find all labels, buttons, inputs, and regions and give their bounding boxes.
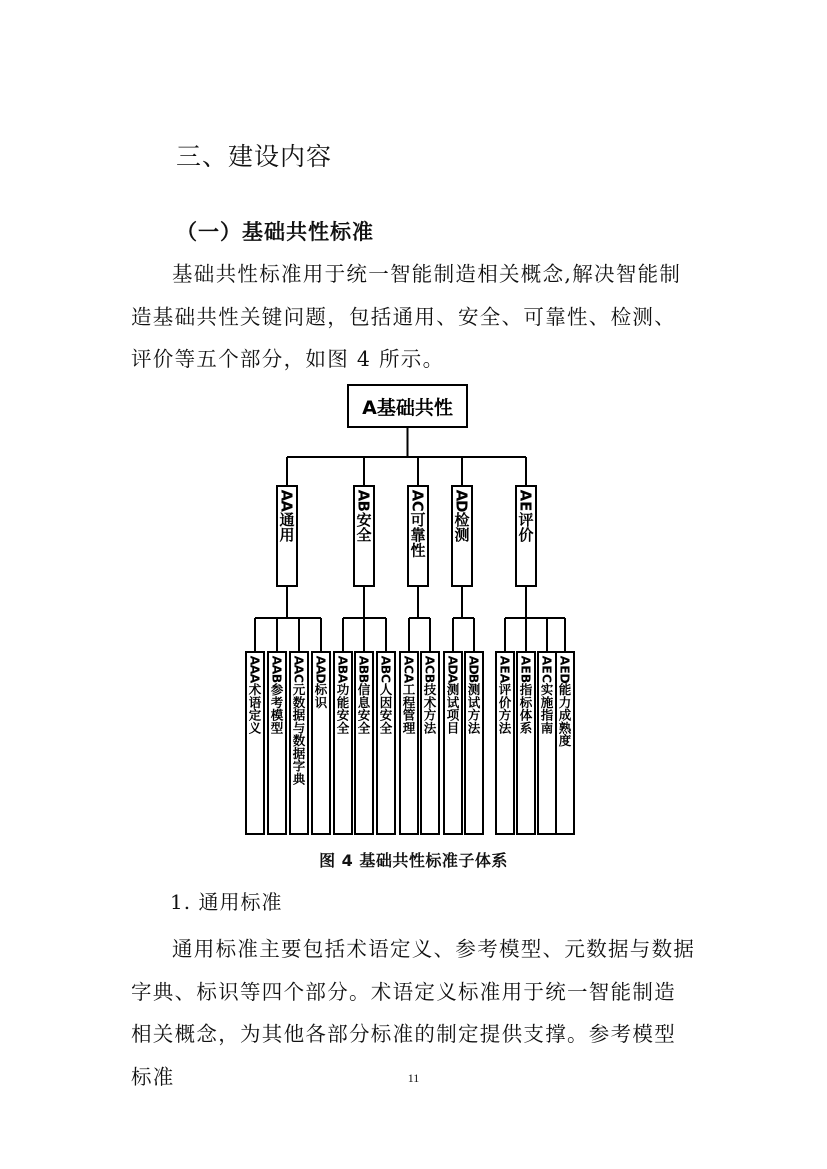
svg-text:B: B: [422, 673, 438, 684]
svg-text:B: B: [269, 673, 285, 684]
svg-text:评: 评: [518, 510, 534, 529]
svg-text:通: 通: [279, 510, 295, 529]
svg-text:C: C: [539, 673, 555, 684]
leaf-node-label: [446, 656, 461, 736]
leaf-node-label: [423, 656, 438, 736]
svg-text:方: 方: [498, 707, 512, 723]
svg-text:E: E: [539, 665, 555, 674]
svg-text:能: 能: [558, 682, 572, 697]
svg-text:C: C: [378, 673, 394, 684]
svg-text:A: A: [313, 664, 329, 675]
leaf-node-label: [357, 656, 372, 736]
svg-text:能: 能: [336, 694, 350, 710]
svg-text:术: 术: [248, 682, 262, 697]
svg-text:全: 全: [336, 720, 350, 736]
svg-text:技: 技: [423, 682, 437, 697]
svg-text:据: 据: [292, 707, 306, 723]
svg-text:试: 试: [467, 694, 481, 710]
svg-text:系: 系: [519, 720, 533, 736]
svg-text:E: E: [518, 665, 534, 674]
svg-text:典: 典: [292, 771, 306, 787]
group-node-label: [278, 490, 296, 545]
svg-text:A: A: [539, 655, 555, 666]
leaf-node-label: [379, 656, 394, 736]
subsection-title: （一）基础共性标准: [176, 220, 374, 244]
svg-text:A: A: [291, 655, 307, 666]
leaf-node-label: [336, 656, 351, 736]
svg-text:A: A: [335, 673, 351, 684]
svg-text:D: D: [557, 673, 573, 684]
leaf-node-label: [540, 656, 555, 736]
svg-text:法: 法: [423, 720, 437, 736]
leaf-node-label: [558, 656, 573, 748]
svg-text:人: 人: [379, 682, 393, 697]
svg-text:术: 术: [423, 694, 437, 710]
leaf-node-label: [498, 656, 513, 736]
leaf-node-label: [519, 656, 534, 736]
svg-text:安: 安: [379, 707, 393, 723]
svg-text:价: 价: [498, 694, 512, 710]
leaf-node-label: [314, 656, 329, 710]
group-node-label: [453, 490, 471, 545]
svg-text:价: 价: [518, 526, 534, 545]
svg-text:A: A: [277, 500, 296, 513]
svg-text:测: 测: [454, 526, 470, 545]
svg-text:A: A: [247, 673, 263, 684]
svg-text:评: 评: [498, 682, 512, 697]
svg-text:A: A: [518, 655, 534, 666]
svg-text:工: 工: [402, 682, 416, 697]
intro-paragraph: 基础共性标准用于统一智能制造相关概念,解决智能制造基础共性关键问题，包括通用、安全、可靠性、检测、评价等五个部分，如图 4 所示。: [131, 262, 682, 371]
leaf-node-label: [402, 656, 417, 736]
svg-text:力: 力: [558, 694, 572, 710]
svg-text:信: 信: [357, 682, 371, 697]
svg-text:A: A: [247, 664, 263, 675]
svg-text:A: A: [497, 655, 513, 666]
svg-text:试: 试: [446, 694, 460, 710]
svg-text:测: 测: [446, 682, 460, 697]
page-number: 11: [407, 1071, 420, 1085]
group-node-label: [409, 490, 427, 560]
svg-text:数: 数: [292, 733, 306, 748]
svg-text:测: 测: [467, 682, 481, 697]
svg-text:体: 体: [519, 707, 533, 723]
svg-text:功: 功: [336, 682, 350, 697]
svg-text:型: 型: [270, 720, 284, 736]
svg-text:A: A: [422, 655, 438, 666]
svg-text:据: 据: [292, 745, 306, 761]
svg-text:A: A: [269, 655, 285, 666]
svg-text:项: 项: [446, 707, 460, 723]
svg-text:义: 义: [248, 720, 262, 736]
svg-text:A: A: [557, 655, 573, 666]
svg-text:A: A: [445, 673, 461, 684]
subsection-heading: 1. 通用标准: [170, 890, 283, 914]
body-paragraph: 通用标准主要包括术语定义、参考模型、元数据与数据字典、标识等四个部分。术语定义标准用于统一智能制造相关概念，为其他各部分标准的制定提供支撑。参考模型标准: [131, 937, 696, 1089]
svg-text:程: 程: [402, 694, 416, 710]
svg-text:方: 方: [467, 707, 481, 723]
svg-text:模: 模: [270, 707, 284, 723]
svg-text:A: A: [356, 655, 372, 666]
svg-text:用: 用: [279, 526, 295, 545]
svg-text:B: B: [356, 673, 372, 684]
group-node-label: [517, 490, 535, 545]
svg-text:安: 安: [357, 707, 371, 723]
svg-text:施: 施: [540, 694, 554, 710]
svg-text:检: 检: [454, 510, 470, 529]
svg-text:性: 性: [410, 541, 426, 560]
svg-text:A: A: [466, 655, 482, 666]
svg-text:B: B: [356, 664, 372, 675]
svg-text:E: E: [497, 665, 513, 674]
svg-text:A: A: [516, 489, 535, 502]
svg-text:D: D: [445, 664, 461, 675]
svg-text:与: 与: [292, 720, 306, 736]
svg-text:A: A: [408, 489, 427, 502]
svg-text:A: A: [497, 673, 513, 684]
svg-text:A: A: [401, 655, 417, 666]
svg-text:C: C: [291, 673, 307, 684]
root-node-label: A基础共性: [362, 397, 453, 419]
section-title: 三、建设内容: [176, 142, 333, 171]
svg-text:语: 语: [248, 694, 262, 710]
svg-text:因: 因: [379, 694, 393, 710]
svg-text:A: A: [452, 489, 471, 502]
svg-text:A: A: [269, 664, 285, 675]
svg-text:A: A: [277, 489, 296, 502]
svg-text:字: 字: [292, 758, 306, 774]
svg-text:南: 南: [540, 720, 554, 736]
svg-text:A: A: [445, 655, 461, 666]
svg-text:B: B: [335, 664, 351, 675]
svg-text:D: D: [466, 664, 482, 675]
svg-text:熟: 熟: [558, 720, 572, 736]
svg-text:A: A: [378, 655, 394, 666]
svg-text:管: 管: [402, 707, 416, 723]
svg-text:全: 全: [357, 720, 371, 736]
svg-text:靠: 靠: [410, 526, 426, 545]
svg-text:E: E: [557, 665, 573, 674]
svg-text:A: A: [335, 655, 351, 666]
group-node-label: [355, 490, 373, 545]
svg-text:C: C: [422, 664, 438, 675]
svg-text:C: C: [401, 664, 417, 675]
svg-text:B: B: [518, 673, 534, 684]
figure-caption: 图 4 基础共性标准子体系: [319, 851, 508, 870]
svg-text:指: 指: [540, 707, 554, 723]
svg-text:A: A: [313, 655, 329, 666]
svg-text:参: 参: [270, 682, 284, 697]
svg-text:A: A: [291, 664, 307, 675]
svg-text:识: 识: [314, 694, 328, 710]
svg-text:法: 法: [498, 720, 512, 736]
svg-text:成: 成: [558, 707, 572, 723]
svg-text:全: 全: [379, 720, 393, 736]
svg-text:理: 理: [402, 720, 416, 736]
svg-text:A: A: [401, 673, 417, 684]
svg-text:D: D: [313, 673, 329, 684]
svg-text:C: C: [408, 500, 427, 512]
leaf-node-label: [292, 656, 307, 787]
svg-text:方: 方: [423, 707, 437, 723]
svg-text:目: 目: [446, 720, 460, 736]
svg-text:B: B: [354, 500, 373, 512]
svg-text:标: 标: [314, 682, 328, 697]
leaf-node-label: [270, 656, 285, 736]
svg-text:安: 安: [336, 707, 350, 723]
svg-text:B: B: [378, 664, 394, 675]
svg-text:可: 可: [410, 510, 426, 529]
leaf-node-label: [467, 656, 482, 736]
svg-text:E: E: [516, 501, 535, 512]
svg-text:元: 元: [292, 682, 306, 697]
svg-text:数: 数: [292, 694, 306, 710]
svg-text:标: 标: [519, 694, 533, 710]
svg-text:A: A: [354, 489, 373, 502]
svg-text:全: 全: [356, 526, 372, 545]
svg-text:D: D: [452, 499, 471, 513]
svg-text:实: 实: [540, 682, 554, 697]
leaf-node-label: [248, 656, 263, 736]
svg-text:法: 法: [467, 720, 481, 736]
svg-text:安: 安: [356, 510, 372, 529]
svg-text:定: 定: [248, 707, 262, 723]
svg-text:度: 度: [558, 733, 572, 748]
svg-text:息: 息: [357, 694, 371, 710]
svg-text:考: 考: [270, 694, 284, 710]
svg-text:指: 指: [519, 682, 533, 697]
svg-text:A: A: [247, 655, 263, 666]
svg-text:B: B: [466, 673, 482, 684]
